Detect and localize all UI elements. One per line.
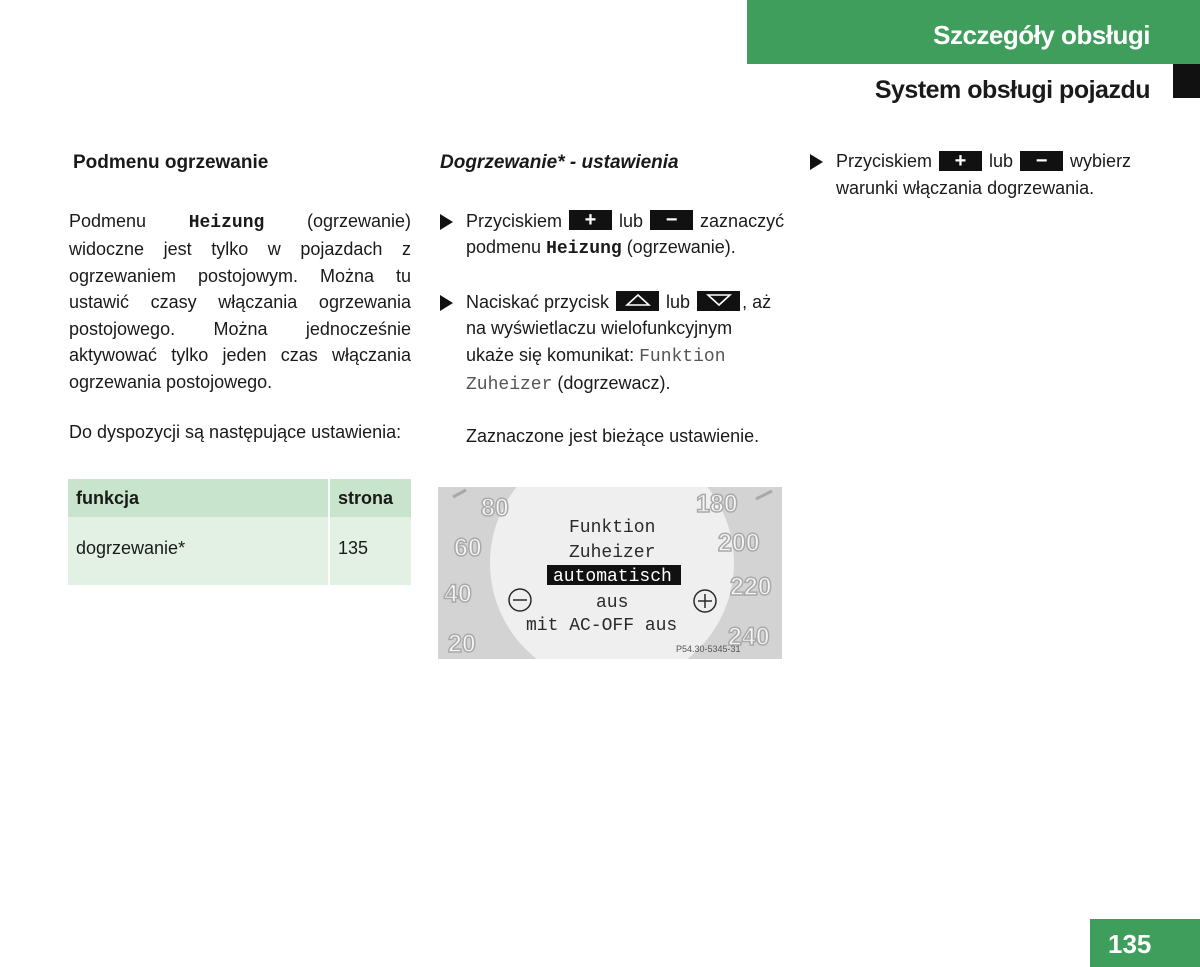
speed-label: 200 xyxy=(718,529,760,557)
display-line: aus xyxy=(596,593,629,613)
table-cell-page: 135 xyxy=(329,517,411,585)
settings-intro: Do dyspozycji są następujące ustawienia: xyxy=(69,422,402,442)
code-heizung: Heizung xyxy=(546,239,622,259)
column-header-function: funkcja xyxy=(68,479,329,517)
speed-label: 80 xyxy=(481,494,509,522)
table-cell-function: dogrzewanie* xyxy=(68,517,329,585)
middle-column xyxy=(440,150,785,449)
submenu-description: Podmenu Heizung (ogrzewanie) widoczne jest tylko w pojazdach z ogrzewaniem postojowym. Można tu ustawić czasy włączania ogrzewania postojowego. Można jednocześnie aktywować tylko jeden czas włączania ogrzewania postojowego. xyxy=(69,210,411,392)
auxiliary-heating-heading: Dogrzewanie* - ustawienia xyxy=(440,152,679,173)
instruction-step: Naciskać przycisk lub , aż na wyświetlaczu wielofunkcyjnym ukaże się komunikat: Funktion Zuheizer (dogrzewacz). xyxy=(440,289,785,399)
function-table xyxy=(68,479,411,585)
table-row xyxy=(68,517,411,585)
speed-label: 180 xyxy=(696,490,738,518)
up-arrow-key-icon xyxy=(616,291,659,311)
instruction-step: Przyciskiem + lub − wybierz warunki włączania dogrzewania. xyxy=(810,148,1155,201)
speed-label: 220 xyxy=(730,573,772,601)
table-header-row xyxy=(68,479,411,517)
code-funktion-zuheizer: Funktion Zuheizer xyxy=(466,346,726,395)
speed-label: 40 xyxy=(444,580,472,608)
thumb-index-marker xyxy=(1173,64,1200,98)
submenu-heating-heading: Podmenu ogrzewanie xyxy=(73,152,269,173)
image-code: P54.30-5345-31 xyxy=(676,644,741,654)
minus-key-icon: − xyxy=(650,210,693,230)
display-line: mit AC-OFF aus xyxy=(526,616,678,636)
bullet-arrow-icon xyxy=(440,214,453,230)
code-heizung: Heizung xyxy=(188,212,265,233)
multifunction-display-illustration xyxy=(438,487,782,659)
minus-key-icon: − xyxy=(1020,151,1063,171)
section-tab xyxy=(747,0,1200,64)
instruction-step: Przyciskiem + lub − zaznaczyć podmenu Heizung (ogrzewanie). xyxy=(440,208,785,263)
current-setting-note: Zaznaczone jest bieżące ustawienie. xyxy=(466,425,760,446)
speed-label: 60 xyxy=(454,534,482,562)
display-line: Funktion xyxy=(569,518,656,538)
display-line-selected: automatisch xyxy=(553,567,672,587)
plus-key-icon: + xyxy=(569,210,612,230)
speed-label: 20 xyxy=(448,630,476,658)
display-line: Zuheizer xyxy=(569,543,656,563)
section-tab-label: Szczegóły obsługi xyxy=(933,20,1150,50)
down-arrow-key-icon xyxy=(697,291,740,311)
left-column xyxy=(69,150,411,446)
page-number: 135 xyxy=(1090,919,1200,967)
page-heading: System obsługi pojazdu xyxy=(874,76,1150,104)
plus-key-icon: + xyxy=(939,151,982,171)
column-header-page: strona xyxy=(329,479,411,517)
speed-label: 240 xyxy=(728,623,770,651)
bullet-arrow-icon xyxy=(810,154,823,170)
right-column xyxy=(810,148,1155,201)
bullet-arrow-icon xyxy=(440,295,453,311)
